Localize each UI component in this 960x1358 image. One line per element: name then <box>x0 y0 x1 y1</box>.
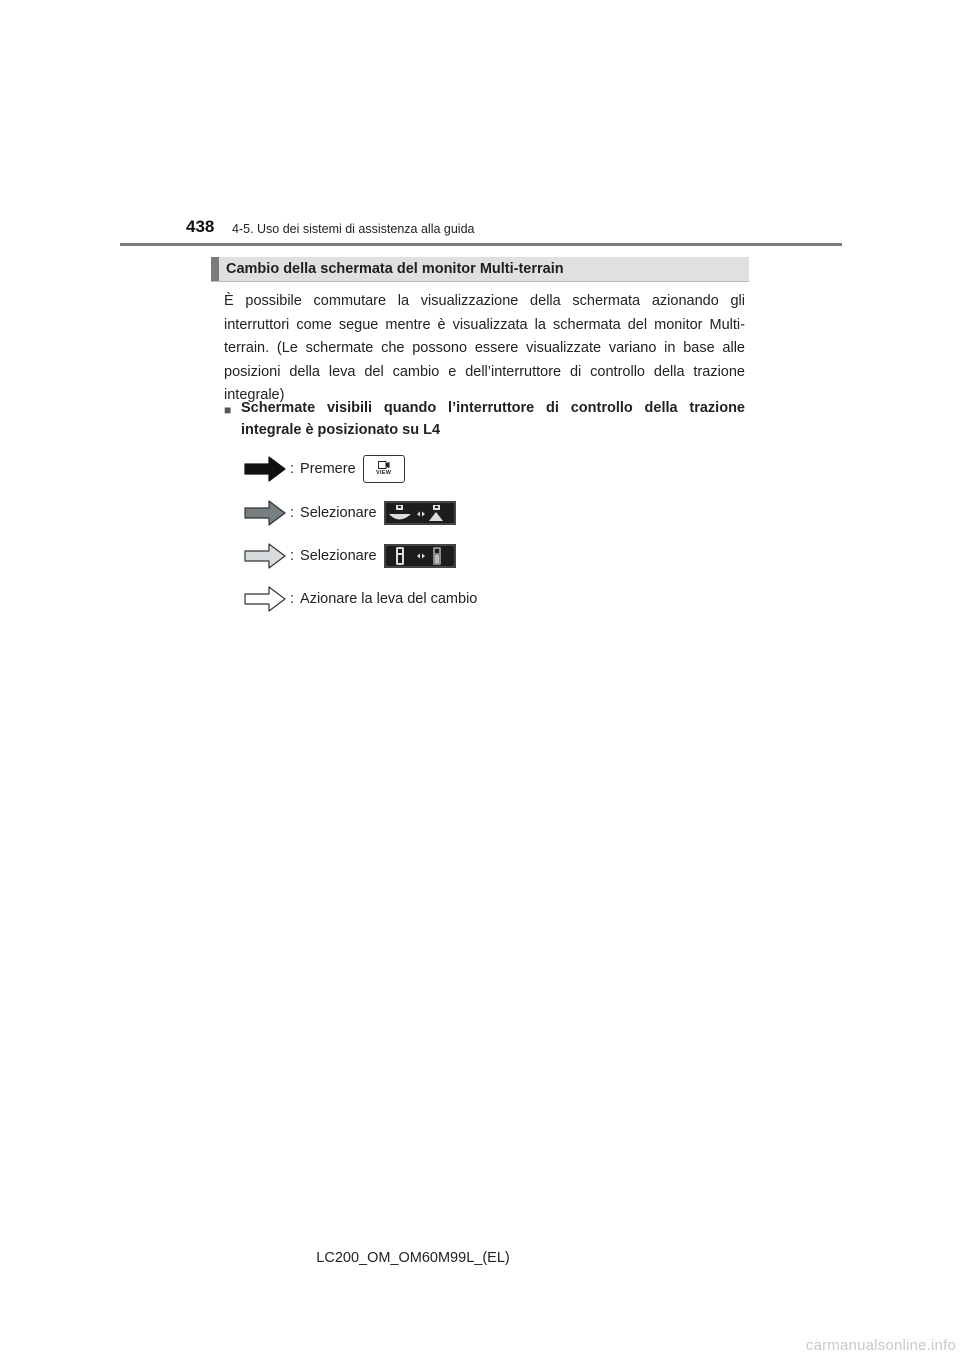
body-paragraph: È possibile commutare la visualizzazione della schermata azionando gli interruttori come segue mentre è visualizzata la schermata del monitor Multi-terrain. (Le schermate che possono essere visualizzate variano in base alle posizioni della leva del cambio e dell’interruttore di controllo della trazione integrale) <box>224 293 745 403</box>
arrow-shape <box>245 457 285 481</box>
section-title: 4-5. Uso dei sistemi di assistenza alla guida <box>232 222 475 236</box>
legend-label: Azionare la leva del cambio <box>300 591 478 607</box>
white-arrow-icon <box>244 586 286 612</box>
legend-label: Selezionare <box>300 548 377 564</box>
side-view-screen-icon <box>384 544 456 568</box>
heading-bar <box>211 257 749 282</box>
heading-text: Cambio della schermata del monitor Multi-terrain <box>226 261 564 277</box>
legend-row-select-side <box>244 542 456 570</box>
watermark: carmanualsonline.info <box>805 1337 956 1354</box>
page-number: 438 <box>186 217 215 236</box>
legend-colon: : <box>290 591 295 607</box>
legend-label: Selezionare <box>300 505 377 521</box>
arrow-shape <box>245 501 285 525</box>
legend-label: Premere <box>300 461 356 477</box>
arrow-shape <box>245 587 285 611</box>
front-wide-view-screen-icon <box>384 501 456 525</box>
document-code: LC200_OM_OM60M99L_(EL) <box>316 1250 510 1266</box>
legend-colon: : <box>290 461 295 477</box>
dark-grey-arrow-icon <box>244 500 286 526</box>
header-rule <box>120 243 842 246</box>
subheading-text: Schermate visibili quando l’interruttore di controllo della trazione integrale è posizionato su L4 <box>241 400 745 438</box>
legend-colon: : <box>290 548 295 564</box>
heading-accent <box>211 257 219 281</box>
view-button-label: VIEW <box>376 470 392 476</box>
black-arrow-icon <box>244 456 286 482</box>
legend-colon: : <box>290 505 295 521</box>
view-button-icon <box>363 455 405 483</box>
legend-row-shift-lever <box>244 585 484 613</box>
legend-row-select-front <box>244 499 456 527</box>
camera-icon <box>378 461 390 469</box>
legend-row-press <box>244 455 405 483</box>
subheading <box>224 398 745 441</box>
arrow-shape <box>245 544 285 568</box>
square-bullet-icon: ■ <box>224 403 232 417</box>
light-grey-arrow-icon <box>244 543 286 569</box>
